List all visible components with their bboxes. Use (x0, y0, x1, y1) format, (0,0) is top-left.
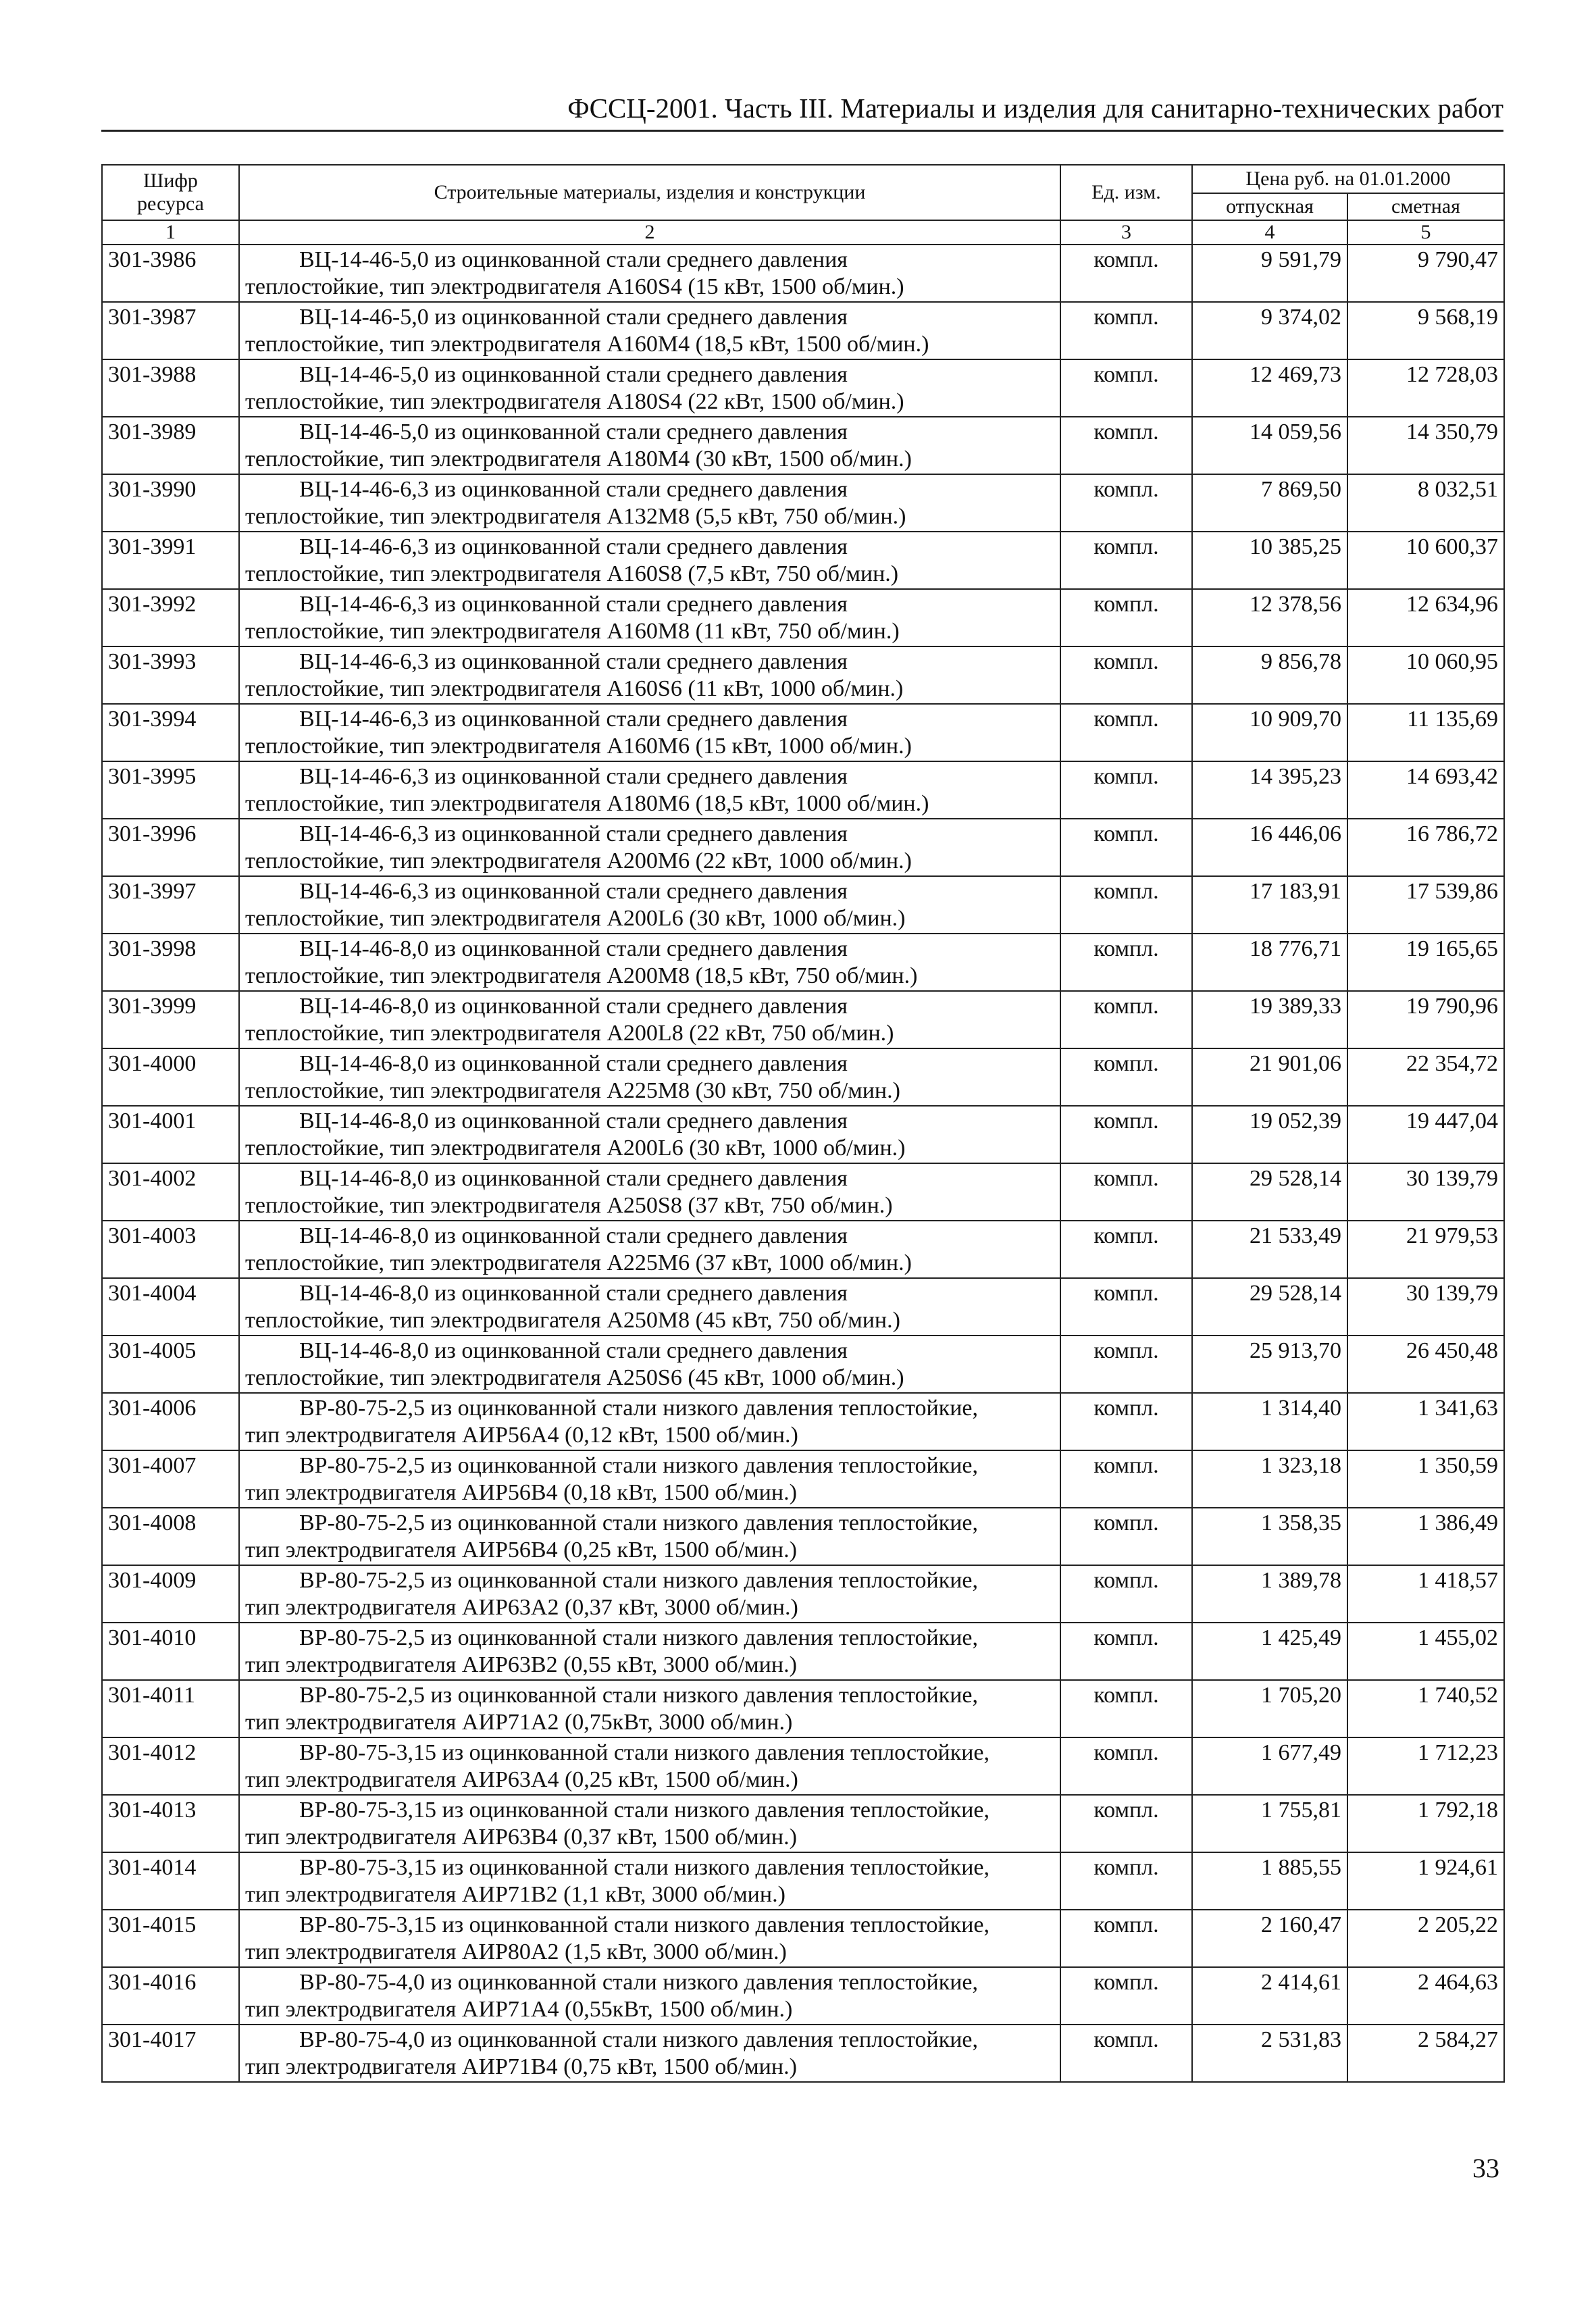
material-name-line2: тип электродвигателя АИР71В4 (0,75 кВт, 1500 об/мин.) (245, 2054, 797, 2079)
release-price: 1 705,20 (1192, 1680, 1347, 1737)
material-name-line1: ВЦ-14-46-6,3 из оцинкованной стали среднего давления (299, 764, 848, 789)
release-price: 19 389,33 (1192, 991, 1347, 1048)
material-name (239, 1967, 1060, 2025)
release-price: 12 378,56 (1192, 589, 1347, 646)
table-row (102, 245, 1504, 302)
release-price: 10 385,25 (1192, 532, 1347, 589)
material-name-line2: тип электродвигателя АИР71А4 (0,55кВт, 1500 об/мин.) (245, 1997, 793, 2022)
material-name-line2: тип электродвигателя АИР56В4 (0,18 кВт, 1500 об/мин.) (245, 1480, 797, 1505)
col-num-4: 4 (1192, 220, 1347, 245)
material-name-line2: тип электродвигателя АИР63А4 (0,25 кВт, 1500 об/мин.) (245, 1767, 798, 1792)
resource-code: 301-4011 (102, 1680, 239, 1737)
material-name-line1: ВЦ-14-46-6,3 из оцинкованной стали среднего давления (299, 592, 848, 617)
material-name (239, 245, 1060, 302)
estimate-price: 11 135,69 (1347, 704, 1504, 761)
release-price: 1 755,81 (1192, 1795, 1347, 1852)
material-name (239, 1336, 1060, 1393)
table-row (102, 1278, 1504, 1336)
table-row (102, 1048, 1504, 1106)
material-name-line1: ВР-80-75-2,5 из оцинкованной стали низкого давления теплостойкие, (299, 1453, 979, 1478)
unit-cell: компл. (1060, 761, 1192, 819)
estimate-price: 1 350,59 (1347, 1450, 1504, 1508)
col-header-unit: Ед. изм. (1060, 165, 1192, 220)
col-header-release: отпускная (1192, 193, 1347, 220)
resource-code: 301-4016 (102, 1967, 239, 2025)
material-name (239, 761, 1060, 819)
unit-cell: компл. (1060, 1048, 1192, 1106)
material-name-line1: ВЦ-14-46-8,0 из оцинкованной стали среднего давления (299, 936, 848, 961)
resource-code: 301-4004 (102, 1278, 239, 1336)
col-header-estimate: сметная (1347, 193, 1504, 220)
estimate-price: 1 455,02 (1347, 1623, 1504, 1680)
release-price: 1 677,49 (1192, 1737, 1347, 1795)
estimate-price: 26 450,48 (1347, 1336, 1504, 1393)
table-row (102, 1910, 1504, 1967)
material-name-line1: ВЦ-14-46-6,3 из оцинкованной стали среднего давления (299, 821, 848, 846)
table-row (102, 819, 1504, 876)
material-name (239, 704, 1060, 761)
resource-code: 301-3998 (102, 934, 239, 991)
resource-code: 301-3988 (102, 359, 239, 417)
estimate-price: 14 693,42 (1347, 761, 1504, 819)
material-name (239, 1910, 1060, 1967)
material-name-line1: ВР-80-75-3,15 из оцинкованной стали низкого давления теплостойкие, (299, 1740, 990, 1765)
release-price: 12 469,73 (1192, 359, 1347, 417)
material-name-line2: теплостойкие, тип электродвигателя А160S6 (11 кВт, 1000 об/мин.) (245, 676, 904, 701)
release-price: 16 446,06 (1192, 819, 1347, 876)
table-row (102, 1737, 1504, 1795)
resource-code: 301-4001 (102, 1106, 239, 1163)
col-header-name: Строительные материалы, изделия и конструкции (239, 165, 1060, 220)
estimate-price: 19 790,96 (1347, 991, 1504, 1048)
material-name-line1: ВЦ-14-46-6,3 из оцинкованной стали среднего давления (299, 649, 848, 674)
material-name (239, 646, 1060, 704)
material-name-line2: тип электродвигателя АИР63А2 (0,37 кВт, 3000 об/мин.) (245, 1595, 798, 1620)
unit-cell: компл. (1060, 1336, 1192, 1393)
resource-code: 301-4015 (102, 1910, 239, 1967)
estimate-price: 2 205,22 (1347, 1910, 1504, 1967)
table-row (102, 1623, 1504, 1680)
material-name (239, 1048, 1060, 1106)
material-name (239, 819, 1060, 876)
estimate-price: 10 060,95 (1347, 646, 1504, 704)
release-price: 2 531,83 (1192, 2025, 1347, 2082)
material-name-line2: теплостойкие, тип электродвигателя А160М4 (18,5 кВт, 1500 об/мин.) (245, 332, 929, 357)
resource-code: 301-4005 (102, 1336, 239, 1393)
material-name-line1: ВР-80-75-2,5 из оцинкованной стали низкого давления теплостойкие, (299, 1625, 979, 1650)
estimate-price: 2 584,27 (1347, 2025, 1504, 2082)
material-name-line1: ВЦ-14-46-8,0 из оцинкованной стали среднего давления (299, 1166, 848, 1191)
material-name-line1: ВЦ-14-46-8,0 из оцинкованной стали среднего давления (299, 1281, 848, 1306)
release-price: 29 528,14 (1192, 1278, 1347, 1336)
material-name-line1: ВР-80-75-3,15 из оцинкованной стали низкого давления теплостойкие, (299, 1855, 990, 1880)
material-name (239, 1737, 1060, 1795)
resource-code: 301-3994 (102, 704, 239, 761)
unit-cell: компл. (1060, 1393, 1192, 1450)
unit-cell: компл. (1060, 359, 1192, 417)
unit-cell: компл. (1060, 589, 1192, 646)
release-price: 9 856,78 (1192, 646, 1347, 704)
resource-code: 301-4009 (102, 1565, 239, 1623)
material-name-line2: тип электродвигателя АИР56А4 (0,12 кВт, 1500 об/мин.) (245, 1423, 798, 1448)
release-price: 7 869,50 (1192, 474, 1347, 532)
table-row (102, 359, 1504, 417)
resource-code: 301-4013 (102, 1795, 239, 1852)
resource-code: 301-3992 (102, 589, 239, 646)
resource-code: 301-4012 (102, 1737, 239, 1795)
material-name-line2: теплостойкие, тип электродвигателя А200L6 (30 кВт, 1000 об/мин.) (245, 1136, 906, 1161)
material-name (239, 417, 1060, 474)
material-name-line2: теплостойкие, тип электродвигателя А250М8 (45 кВт, 750 об/мин.) (245, 1308, 900, 1333)
release-price: 1 885,55 (1192, 1852, 1347, 1910)
material-name-line1: ВЦ-14-46-6,3 из оцинкованной стали среднего давления (299, 707, 848, 732)
estimate-price: 17 539,86 (1347, 876, 1504, 934)
resource-code: 301-4008 (102, 1508, 239, 1565)
unit-cell: компл. (1060, 1278, 1192, 1336)
material-name-line2: теплостойкие, тип электродвигателя А180М4 (30 кВт, 1500 об/мин.) (245, 447, 912, 472)
material-name (239, 1852, 1060, 1910)
material-name-line1: ВР-80-75-3,15 из оцинкованной стали низкого давления теплостойкие, (299, 1912, 990, 1937)
material-name-line2: теплостойкие, тип электродвигателя А180S4 (22 кВт, 1500 об/мин.) (245, 389, 904, 414)
table-row (102, 532, 1504, 589)
material-name (239, 1221, 1060, 1278)
material-name-line1: ВЦ-14-46-5,0 из оцинкованной стали среднего давления (299, 305, 848, 330)
material-name-line2: теплостойкие, тип электродвигателя А225М6 (37 кВт, 1000 об/мин.) (245, 1250, 912, 1275)
material-name (239, 1163, 1060, 1221)
table-body (102, 245, 1504, 2082)
release-price: 1 389,78 (1192, 1565, 1347, 1623)
estimate-price: 9 790,47 (1347, 245, 1504, 302)
table-row (102, 1967, 1504, 2025)
col-num-5: 5 (1347, 220, 1504, 245)
estimate-price: 8 032,51 (1347, 474, 1504, 532)
material-name-line1: ВР-80-75-2,5 из оцинкованной стали низкого давления теплостойкие, (299, 1396, 979, 1421)
material-name-line2: тип электродвигателя АИР56В4 (0,25 кВт, 1500 об/мин.) (245, 1537, 797, 1562)
material-name (239, 2025, 1060, 2082)
table-row (102, 589, 1504, 646)
material-name (239, 1623, 1060, 1680)
estimate-price: 1 341,63 (1347, 1393, 1504, 1450)
table-row (102, 2025, 1504, 2082)
unit-cell: компл. (1060, 934, 1192, 991)
release-price: 21 533,49 (1192, 1221, 1347, 1278)
material-name-line2: тип электродвигателя АИР71В2 (1,1 кВт, 3000 об/мин.) (245, 1882, 786, 1907)
unit-cell: компл. (1060, 646, 1192, 704)
col-num-3: 3 (1060, 220, 1192, 245)
unit-cell: компл. (1060, 1737, 1192, 1795)
material-name (239, 589, 1060, 646)
unit-cell: компл. (1060, 819, 1192, 876)
material-name (239, 934, 1060, 991)
material-name-line1: ВР-80-75-2,5 из оцинкованной стали низкого давления теплостойкие, (299, 1683, 979, 1708)
resource-code: 301-4000 (102, 1048, 239, 1106)
estimate-price: 2 464,63 (1347, 1967, 1504, 2025)
resource-code: 301-4017 (102, 2025, 239, 2082)
release-price: 17 183,91 (1192, 876, 1347, 934)
unit-cell: компл. (1060, 1623, 1192, 1680)
release-price: 1 314,40 (1192, 1393, 1347, 1450)
release-price: 14 395,23 (1192, 761, 1347, 819)
table-row (102, 1795, 1504, 1852)
release-price: 9 591,79 (1192, 245, 1347, 302)
unit-cell: компл. (1060, 876, 1192, 934)
table-row (102, 646, 1504, 704)
resource-code: 301-3997 (102, 876, 239, 934)
material-name (239, 1565, 1060, 1623)
unit-cell: компл. (1060, 1163, 1192, 1221)
material-name-line2: теплостойкие, тип электродвигателя А250S8 (37 кВт, 750 об/мин.) (245, 1193, 893, 1218)
table-row (102, 1106, 1504, 1163)
material-name-line2: теплостойкие, тип электродвигателя А200L6 (30 кВт, 1000 об/мин.) (245, 906, 906, 931)
resource-code: 301-4002 (102, 1163, 239, 1221)
estimate-price: 1 740,52 (1347, 1680, 1504, 1737)
unit-cell: компл. (1060, 1450, 1192, 1508)
unit-cell: компл. (1060, 1565, 1192, 1623)
unit-cell: компл. (1060, 474, 1192, 532)
unit-cell: компл. (1060, 1221, 1192, 1278)
estimate-price: 19 165,65 (1347, 934, 1504, 991)
material-name-line2: теплостойкие, тип электродвигателя А160М8 (11 кВт, 750 об/мин.) (245, 619, 900, 644)
table-row (102, 1508, 1504, 1565)
material-name-line2: теплостойкие, тип электродвигателя А132М8 (5,5 кВт, 750 об/мин.) (245, 504, 906, 529)
material-name-line1: ВЦ-14-46-6,3 из оцинкованной стали среднего давления (299, 477, 848, 502)
material-name-line2: теплостойкие, тип электродвигателя А200М8 (18,5 кВт, 750 об/мин.) (245, 963, 918, 988)
material-name (239, 1795, 1060, 1852)
unit-cell: компл. (1060, 1852, 1192, 1910)
table-row (102, 991, 1504, 1048)
release-price: 21 901,06 (1192, 1048, 1347, 1106)
page-header: ФССЦ-2001. Часть III. Материалы и изделия для санитарно-технических работ (101, 91, 1503, 132)
material-name-line1: ВЦ-14-46-8,0 из оцинкованной стали среднего давления (299, 1109, 848, 1134)
unit-cell: компл. (1060, 2025, 1192, 2082)
material-name-line1: ВЦ-14-46-8,0 из оцинкованной стали среднего давления (299, 994, 848, 1019)
page-number: 33 (1472, 2153, 1499, 2183)
material-name (239, 302, 1060, 359)
resource-code: 301-3989 (102, 417, 239, 474)
unit-cell: компл. (1060, 704, 1192, 761)
resource-code: 301-4014 (102, 1852, 239, 1910)
resource-code: 301-3991 (102, 532, 239, 589)
unit-cell: компл. (1060, 245, 1192, 302)
estimate-price: 21 979,53 (1347, 1221, 1504, 1278)
release-price: 1 425,49 (1192, 1623, 1347, 1680)
table-row (102, 417, 1504, 474)
material-name-line2: теплостойкие, тип электродвигателя А200М6 (22 кВт, 1000 об/мин.) (245, 848, 912, 873)
material-name-line1: ВЦ-14-46-6,3 из оцинкованной стали среднего давления (299, 534, 848, 559)
material-name (239, 876, 1060, 934)
resource-code: 301-3986 (102, 245, 239, 302)
unit-cell: компл. (1060, 1795, 1192, 1852)
unit-cell: компл. (1060, 1508, 1192, 1565)
release-price: 29 528,14 (1192, 1163, 1347, 1221)
release-price: 25 913,70 (1192, 1336, 1347, 1393)
col-num-2: 2 (239, 220, 1060, 245)
material-name-line2: теплостойкие, тип электродвигателя А180М6 (18,5 кВт, 1000 об/мин.) (245, 791, 929, 816)
table-row (102, 1680, 1504, 1737)
material-name-line1: ВР-80-75-3,15 из оцинкованной стали низкого давления теплостойкие, (299, 1798, 990, 1823)
resource-code: 301-4006 (102, 1393, 239, 1450)
material-name-line2: тип электродвигателя АИР80А2 (1,5 кВт, 3000 об/мин.) (245, 1939, 787, 1964)
estimate-price: 1 792,18 (1347, 1795, 1504, 1852)
table-row (102, 1393, 1504, 1450)
material-name (239, 1393, 1060, 1450)
resource-code: 301-3995 (102, 761, 239, 819)
resource-code: 301-3996 (102, 819, 239, 876)
material-name (239, 1278, 1060, 1336)
release-price: 1 323,18 (1192, 1450, 1347, 1508)
table-row (102, 474, 1504, 532)
estimate-price: 12 728,03 (1347, 359, 1504, 417)
material-name-line1: ВЦ-14-46-5,0 из оцинкованной стали среднего давления (299, 247, 848, 272)
estimate-price: 14 350,79 (1347, 417, 1504, 474)
material-name (239, 359, 1060, 417)
col-num-1: 1 (102, 220, 239, 245)
col-header-code: Шифр ресурса (102, 165, 239, 220)
estimate-price: 19 447,04 (1347, 1106, 1504, 1163)
table-row (102, 876, 1504, 934)
material-name (239, 532, 1060, 589)
material-name (239, 1106, 1060, 1163)
material-name-line1: ВР-80-75-2,5 из оцинкованной стали низкого давления теплостойкие, (299, 1568, 979, 1593)
table-row (102, 1336, 1504, 1393)
estimate-price: 9 568,19 (1347, 302, 1504, 359)
release-price: 19 052,39 (1192, 1106, 1347, 1163)
unit-cell: компл. (1060, 1910, 1192, 1967)
material-name-line2: тип электродвигателя АИР71А2 (0,75кВт, 3000 об/мин.) (245, 1710, 793, 1735)
unit-cell: компл. (1060, 1967, 1192, 2025)
estimate-price: 1 924,61 (1347, 1852, 1504, 1910)
resource-code: 301-3990 (102, 474, 239, 532)
material-name (239, 1508, 1060, 1565)
unit-cell: компл. (1060, 1680, 1192, 1737)
material-name (239, 1450, 1060, 1508)
table-row (102, 302, 1504, 359)
material-name-line2: теплостойкие, тип электродвигателя А200L8 (22 кВт, 750 об/мин.) (245, 1021, 894, 1046)
table-row (102, 934, 1504, 991)
resource-code: 301-3999 (102, 991, 239, 1048)
release-price: 2 160,47 (1192, 1910, 1347, 1967)
unit-cell: компл. (1060, 991, 1192, 1048)
estimate-price: 30 139,79 (1347, 1278, 1504, 1336)
material-name-line2: теплостойкие, тип электродвигателя А160М6 (15 кВт, 1000 об/мин.) (245, 734, 912, 759)
unit-cell: компл. (1060, 532, 1192, 589)
release-price: 18 776,71 (1192, 934, 1347, 991)
material-name-line1: ВЦ-14-46-5,0 из оцинкованной стали среднего давления (299, 420, 848, 444)
material-name-line1: ВЦ-14-46-5,0 из оцинкованной стали среднего давления (299, 362, 848, 387)
col-header-price: Цена руб. на 01.01.2000 (1192, 165, 1504, 193)
resource-code: 301-3987 (102, 302, 239, 359)
estimate-price: 12 634,96 (1347, 589, 1504, 646)
estimate-price: 22 354,72 (1347, 1048, 1504, 1106)
estimate-price: 16 786,72 (1347, 819, 1504, 876)
material-name-line1: ВЦ-14-46-8,0 из оцинкованной стали среднего давления (299, 1223, 848, 1248)
resource-code: 301-4007 (102, 1450, 239, 1508)
unit-cell: компл. (1060, 417, 1192, 474)
material-name (239, 1680, 1060, 1737)
estimate-price: 1 712,23 (1347, 1737, 1504, 1795)
material-name-line2: теплостойкие, тип электродвигателя А225М8 (30 кВт, 750 об/мин.) (245, 1078, 900, 1103)
release-price: 10 909,70 (1192, 704, 1347, 761)
resource-code: 301-4003 (102, 1221, 239, 1278)
estimate-price: 10 600,37 (1347, 532, 1504, 589)
material-name-line2: теплостойкие, тип электродвигателя А160S4 (15 кВт, 1500 об/мин.) (245, 274, 904, 299)
unit-cell: компл. (1060, 302, 1192, 359)
release-price: 2 414,61 (1192, 1967, 1347, 2025)
material-name-line1: ВЦ-14-46-6,3 из оцинкованной стали среднего давления (299, 879, 848, 904)
price-table (101, 164, 1505, 2083)
material-name (239, 991, 1060, 1048)
table-row (102, 1852, 1504, 1910)
estimate-price: 1 418,57 (1347, 1565, 1504, 1623)
release-price: 9 374,02 (1192, 302, 1347, 359)
unit-cell: компл. (1060, 1106, 1192, 1163)
release-price: 1 358,35 (1192, 1508, 1347, 1565)
release-price: 14 059,56 (1192, 417, 1347, 474)
material-name-line1: ВР-80-75-4,0 из оцинкованной стали низкого давления теплостойкие, (299, 2027, 979, 2052)
table-row (102, 1565, 1504, 1623)
estimate-price: 1 386,49 (1347, 1508, 1504, 1565)
material-name-line2: тип электродвигателя АИР63В4 (0,37 кВт, 1500 об/мин.) (245, 1825, 797, 1850)
material-name-line2: теплостойкие, тип электродвигателя А250S6 (45 кВт, 1000 об/мин.) (245, 1365, 904, 1390)
estimate-price: 30 139,79 (1347, 1163, 1504, 1221)
table-row (102, 761, 1504, 819)
material-name-line2: теплостойкие, тип электродвигателя А160S8 (7,5 кВт, 750 об/мин.) (245, 561, 899, 586)
resource-code: 301-4010 (102, 1623, 239, 1680)
material-name-line1: ВР-80-75-2,5 из оцинкованной стали низкого давления теплостойкие, (299, 1510, 979, 1535)
table-row (102, 1450, 1504, 1508)
material-name-line2: тип электродвигателя АИР63В2 (0,55 кВт, 3000 об/мин.) (245, 1652, 797, 1677)
resource-code: 301-3993 (102, 646, 239, 704)
material-name (239, 474, 1060, 532)
table-row (102, 1221, 1504, 1278)
material-name-line1: ВР-80-75-4,0 из оцинкованной стали низкого давления теплостойкие, (299, 1970, 979, 1995)
table-row (102, 1163, 1504, 1221)
material-name-line1: ВЦ-14-46-8,0 из оцинкованной стали среднего давления (299, 1338, 848, 1363)
material-name-line1: ВЦ-14-46-8,0 из оцинкованной стали среднего давления (299, 1051, 848, 1076)
table-row (102, 704, 1504, 761)
